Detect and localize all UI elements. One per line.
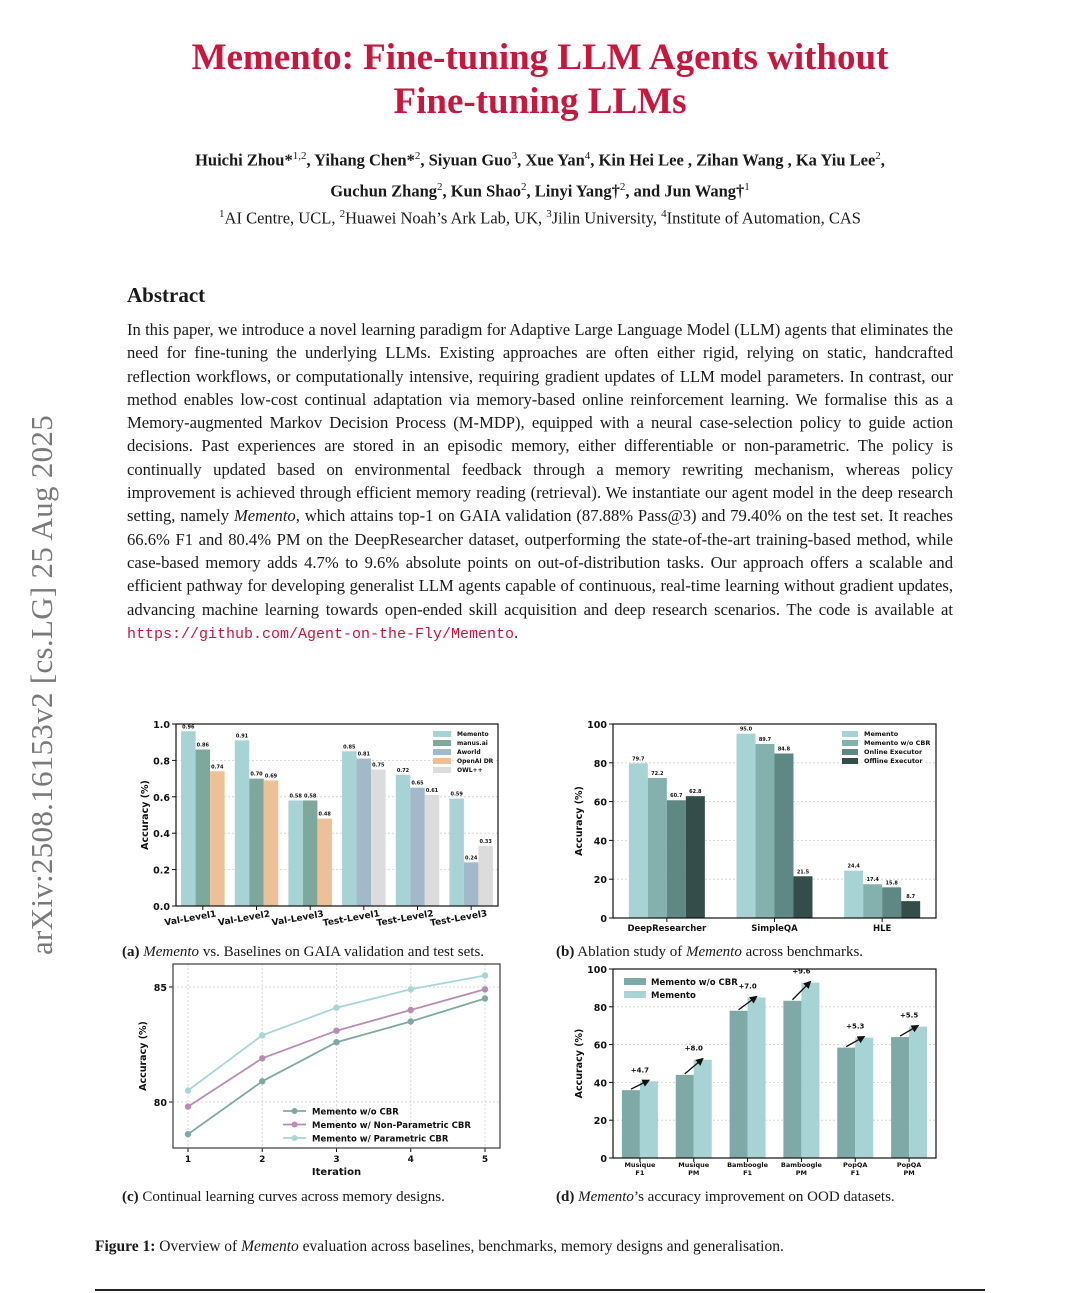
bar [837, 1048, 855, 1158]
affiliations: $^1$AI Centre, UCL, $^2$Huawei Noah’s Ark Lab, UK, $^3$Jilin University, $^4$Institute of Automation, CAS [219, 208, 861, 228]
bar [794, 876, 813, 918]
author: and Jun Wang† [633, 181, 745, 200]
legend-swatch [433, 767, 451, 773]
caption-a-text: vs. Baselines on GAIA validation and test sets. [199, 944, 485, 960]
abstract-text-2: , which attains top-1 on GAIA validation (87.88% Pass@3) and 79.40% on the test set. It reaches 66.6% F1 and 80.4% PM on the DeepResearcher dataset, outperforming the state-of-the-art training-based method, while case-based memory adds 4.7% to 9.6% absolute points on out-of-distribution tasks. Our approach offers a scalable and efficient pathway for developing generalist LLM agents capable of continuous, real-time learning without gradient updates, advancing machine learning towards open-ended skill acquisition and deep research scenarios. The code is available at [127, 506, 953, 619]
abstract-body [127, 318, 953, 646]
figure-caption [95, 1238, 784, 1256]
y-axis-label: Accuracy (%) [574, 786, 585, 856]
bar [288, 800, 303, 906]
affiliation: Institute of Automation, CAS [666, 208, 861, 228]
legend-label: Memento [457, 731, 489, 738]
chart-d [568, 960, 948, 1182]
bar-value-label: 89.7 [758, 736, 772, 743]
y-tick-label: 20 [593, 1116, 607, 1128]
data-point [482, 972, 488, 978]
bar [686, 796, 705, 918]
data-point [185, 1131, 191, 1137]
bar-value-label: 95.0 [739, 726, 753, 733]
bar-value-label: 0.24 [464, 855, 478, 862]
legend-swatch [433, 731, 451, 737]
data-point [333, 1005, 339, 1011]
author-affiliation-mark: 2 [437, 180, 443, 193]
bar [303, 800, 318, 906]
bar [863, 884, 882, 918]
y-tick-label: 60 [593, 1040, 607, 1052]
improvement-label: +7.0 [738, 982, 757, 991]
bar-value-label: 21.5 [796, 869, 810, 876]
y-tick-label: 40 [593, 1078, 607, 1090]
bar-value-label: 60.7 [670, 793, 683, 800]
bar [371, 770, 386, 907]
legend-swatch [842, 731, 858, 737]
y-tick-label: 80 [153, 1098, 167, 1109]
legend-swatch [433, 749, 451, 755]
y-tick-label: 0.0 [153, 902, 170, 913]
x-tick-label: Test-Level2 [375, 909, 435, 929]
bar-value-label: 17.4 [866, 877, 879, 884]
caption-b-text-2: across benchmarks. [741, 944, 864, 960]
bar [196, 749, 211, 906]
x-tick-label: PM [688, 1169, 700, 1177]
legend-label: OpenAI DR [457, 758, 494, 765]
bar [235, 740, 250, 906]
x-tick-label: SimpleQA [751, 924, 798, 934]
title-line-2: Fine-tuning LLMs [393, 81, 687, 122]
caption-d-text: ’s accuracy improvement on OOD datasets. [633, 1189, 895, 1205]
author: Kun Shao [450, 181, 521, 200]
author: Zihan Wang [696, 150, 788, 170]
bar-value-label: 8.7 [906, 894, 916, 901]
bar [801, 983, 819, 1158]
bar [317, 819, 332, 906]
abstract-system-name: Memento [233, 506, 296, 526]
legend-swatch [842, 749, 858, 755]
bar [264, 780, 279, 906]
author-list [100, 143, 980, 204]
legend-label: OWL++ [457, 767, 483, 774]
legend-label: Memento [864, 730, 899, 738]
caption-d-label: (d) [556, 1189, 575, 1205]
legend-label: Memento w/o CBR [864, 739, 931, 747]
caption-b-italic: Memento [686, 944, 742, 960]
bar-value-label: 84.8 [777, 746, 791, 753]
bar-value-label: 0.86 [196, 742, 210, 749]
caption-d-italic: Memento [578, 1189, 634, 1205]
affiliation-mark: 1 [219, 208, 225, 220]
y-tick-label: 0.4 [153, 829, 170, 841]
y-tick-label: 100 [587, 720, 607, 731]
data-point [408, 1007, 414, 1013]
caption-d [556, 1189, 895, 1206]
bar [855, 1038, 873, 1158]
x-tick-label: F1 [743, 1169, 753, 1177]
legend-label: Memento w/ Non-Parametric CBR [312, 1121, 471, 1131]
y-tick-label: 85 [153, 983, 167, 994]
legend-marker [292, 1122, 298, 1128]
author-affiliation-mark: 2 [414, 150, 421, 162]
bar [891, 1037, 909, 1158]
bar [464, 862, 479, 906]
x-tick-label: Val-Level1 [163, 909, 218, 929]
bar [342, 751, 357, 906]
y-tick-label: 80 [593, 758, 607, 770]
x-axis-label: Iteration [311, 1167, 362, 1178]
bar [882, 887, 901, 918]
x-tick-label: DeepResearcher [627, 924, 707, 934]
bar [629, 763, 648, 918]
bar [478, 846, 493, 906]
bar [425, 795, 440, 906]
bar-value-label: 0.69 [264, 773, 278, 780]
legend-swatch [433, 740, 451, 746]
footnote-rule [95, 1289, 985, 1291]
x-tick-label: F1 [850, 1169, 860, 1177]
abstract-heading: Abstract [127, 283, 206, 307]
bar-value-label: 0.81 [357, 751, 371, 758]
y-tick-label: 80 [593, 1002, 607, 1014]
caption-a [122, 944, 484, 961]
affiliation: Huawei Noah’s Ark Lab, UK [345, 208, 538, 228]
author: Siyuan Guo [428, 150, 512, 170]
title-line-1: Memento: Fine-tuning LLM Agents without [191, 37, 889, 78]
author: Ka Yiu Lee [795, 150, 876, 170]
paper-title [100, 36, 980, 124]
data-point [408, 986, 414, 992]
bar-value-label: 0.75 [372, 762, 385, 769]
legend-marker [292, 1108, 298, 1114]
bar [756, 744, 775, 918]
affiliation-mark: 2 [339, 208, 346, 220]
author-affiliation-mark: 4 [584, 150, 591, 162]
data-point [333, 1028, 339, 1034]
legend-label: Memento w/o CBR [312, 1107, 399, 1118]
data-point [185, 1087, 191, 1093]
y-tick-label: 0.6 [153, 792, 170, 804]
bar [648, 778, 667, 918]
x-tick-label: PM [795, 1169, 808, 1177]
y-axis-label: Accuracy (%) [140, 780, 151, 850]
bar [396, 775, 411, 906]
bar-value-label: 0.72 [396, 767, 410, 774]
bar-value-label: 15.8 [885, 880, 898, 887]
x-tick-label: Val-Level3 [271, 909, 325, 929]
y-tick-label: 0 [600, 914, 607, 925]
y-tick-label: 0.8 [153, 756, 170, 768]
y-tick-label: 60 [593, 797, 607, 809]
author-affiliation-mark: 1,2 [292, 150, 307, 162]
x-tick-label: PM [903, 1169, 915, 1177]
bar [783, 1001, 801, 1158]
bar [730, 1011, 748, 1158]
legend-label: Memento w/o CBR [651, 978, 738, 988]
authors-line-2: Guchun Zhang$^2$, Kun Shao$^2$, Linyi Yang†$^2$, and Jun Wang†$^1$ [330, 180, 750, 200]
figure-caption-text-1: Overview of [155, 1238, 242, 1255]
data-point [482, 995, 488, 1001]
caption-b-text-1: Ablation study of [574, 944, 687, 960]
bar [737, 734, 756, 918]
author-affiliation-mark: 2 [619, 180, 626, 193]
legend-swatch [433, 758, 451, 764]
author: Huichi Zhou* [195, 150, 293, 170]
author-affiliation-mark: 2 [520, 180, 527, 193]
author: Linyi Yang† [534, 181, 620, 200]
data-point [185, 1103, 191, 1109]
author: Guchun Zhang [330, 181, 438, 200]
affiliation-mark: 4 [661, 208, 667, 220]
affiliation: AI Centre, UCL [224, 208, 332, 228]
caption-c-text: Continual learning curves across memory designs. [138, 1189, 445, 1205]
bar [622, 1090, 640, 1158]
chart-c [128, 960, 508, 1182]
legend-swatch [624, 991, 646, 998]
improvement-label: +5.5 [899, 1011, 919, 1020]
bar-value-label: 0.48 [318, 811, 331, 818]
legend-swatch [842, 740, 858, 746]
x-tick-label: Val-Level2 [217, 909, 271, 929]
bar [210, 771, 225, 906]
affiliation-mark: 3 [546, 208, 552, 220]
improvement-label: +4.7 [630, 1066, 650, 1075]
caption-b-label: (b) [556, 944, 575, 960]
bar [667, 800, 686, 918]
improvement-label: +8.0 [684, 1044, 703, 1053]
abstract-end: . [514, 622, 519, 642]
x-tick-label: PopQA [843, 1161, 868, 1169]
code-link[interactable]: https://github.com/Agent-on-the-Fly/Memento [127, 625, 515, 643]
bar [775, 753, 794, 918]
author-affiliation-mark: 3 [511, 150, 518, 162]
bar-value-label: 62.8 [689, 789, 702, 796]
bar [909, 1027, 927, 1158]
x-tick-label: Test-Level1 [322, 909, 381, 929]
bar [901, 901, 920, 918]
legend-label: Memento w/ Parametric CBR [312, 1134, 449, 1145]
legend-swatch [624, 978, 646, 985]
x-tick-label: Bamboogle [727, 1161, 769, 1169]
y-axis-label: Accuracy (%) [138, 1021, 149, 1091]
bar [357, 759, 372, 906]
legend-label: Memento [651, 991, 696, 1001]
x-tick-label: Musique [678, 1161, 710, 1169]
bar-value-label: 0.96 [182, 724, 195, 731]
caption-c [122, 1189, 445, 1206]
legend-label: Offline Executor [864, 757, 923, 765]
data-point [408, 1018, 414, 1024]
legend-marker [292, 1135, 298, 1141]
caption-c-label: (c) [122, 1189, 139, 1205]
data-point [482, 986, 488, 992]
legend-label: Aworld [457, 749, 481, 756]
bar-value-label: 0.65 [411, 780, 424, 787]
x-tick-label: 2 [259, 1155, 266, 1165]
caption-b [556, 944, 863, 961]
figure-caption-text-2: evaluation across baselines, benchmarks, memory designs and generalisation. [298, 1238, 784, 1255]
data-point [333, 1039, 339, 1045]
author-affiliation-mark: 2 [875, 150, 881, 162]
legend-swatch [842, 758, 858, 764]
bar [449, 799, 464, 906]
bar-value-label: 24.4 [847, 863, 860, 870]
bar-value-label: 0.59 [450, 791, 463, 798]
figure-caption-italic: Memento [241, 1238, 299, 1255]
improvement-label: +5.3 [846, 1022, 865, 1031]
arxiv-identifier-text: arXiv:2508.16153v2 [cs.LG] 25 Aug 2025 [24, 414, 59, 956]
bar [410, 788, 425, 906]
x-tick-label: F1 [635, 1169, 645, 1177]
bar-value-label: 0.58 [303, 793, 317, 800]
bar-value-label: 0.70 [250, 771, 263, 778]
chart-a [128, 712, 528, 944]
x-tick-label: Musique [624, 1161, 656, 1169]
caption-a-label: (a) [122, 944, 140, 960]
bar [249, 779, 264, 906]
y-axis-label: Accuracy (%) [574, 1028, 585, 1099]
bar-value-label: 79.7 [632, 756, 645, 763]
bar-value-label: 72.2 [651, 770, 664, 777]
figure-caption-label: Figure 1: [95, 1238, 156, 1255]
bar [844, 871, 863, 918]
x-tick-label: HLE [872, 924, 892, 934]
legend-label: manus.ai [457, 740, 488, 747]
bar [748, 998, 766, 1158]
abstract-text-1: In this paper, we introduce a novel learning paradigm for Adaptive Large Language Model (LLM) agents that eliminates the need for fine-tuning the underlying LLMs. Existing approaches are often either rigid, relying on static, handcrafted reflection workflows, or computationally intensive, requiring gradient updates of LLM model parameters. In contrast, our method enables low-cost continual adaptation via memory-based online reinforcement learning. We formalise this as a Memory-augmented Markov Decision Process (M-MDP), equipped with a neural case-selection policy to guide action decisions. Past experiences are stored in an episodic memory, either differentiable or non-parametric. The policy is continually updated based on environmental feedback through a memory rewriting mechanism, whereas policy improvement is achieved through efficient memory reading (retrieval). We instantiate our agent model in the deep research setting, namely [127, 320, 953, 526]
bar-value-label: 0.91 [235, 733, 249, 740]
arxiv-identifier [12, 375, 72, 995]
bar-value-label: 0.61 [425, 787, 439, 794]
bar [181, 731, 196, 906]
affiliation: Jilin University [551, 208, 653, 228]
authors-line-1: Huichi Zhou*$^{1,2}$, Yihang Chen*$^2$, Siyuan Guo$^3$, Xue Yan$^4$, Kin Hei Lee , Zihan Wang , Ka Yiu Lee$^2$, [195, 150, 885, 170]
bar [694, 1060, 712, 1158]
author: Xue Yan [525, 150, 585, 170]
x-tick-label: PopQA [896, 1161, 922, 1169]
bar-value-label: 0.74 [211, 764, 224, 771]
y-tick-label: 20 [593, 875, 607, 887]
x-tick-label: 5 [481, 1155, 489, 1165]
data-point [259, 1055, 265, 1061]
chart-b [568, 712, 948, 944]
x-tick-label: 1 [184, 1155, 192, 1165]
bar-value-label: 0.33 [479, 838, 492, 845]
bar-value-label: 0.58 [289, 793, 302, 800]
y-tick-label: 0.2 [153, 865, 170, 877]
data-point [259, 1078, 265, 1084]
y-tick-label: 1.0 [153, 720, 170, 731]
y-tick-label: 100 [587, 965, 607, 976]
bar [640, 1081, 658, 1158]
caption-a-italic: Memento [143, 944, 200, 960]
bar-value-label: 0.85 [343, 744, 356, 751]
x-tick-label: 3 [333, 1155, 340, 1165]
improvement-label: +9.6 [792, 967, 811, 976]
y-tick-label: 0 [600, 1154, 607, 1165]
x-tick-label: Test-Level3 [429, 909, 489, 929]
x-tick-label: 4 [407, 1155, 414, 1165]
y-tick-label: 40 [593, 836, 607, 848]
bar [676, 1075, 694, 1158]
author: Yihang Chen* [314, 150, 415, 170]
data-point [259, 1032, 265, 1038]
author: Kin Hei Lee [598, 150, 688, 170]
legend-label: Online Executor [864, 748, 923, 756]
x-tick-label: Bamboogle [780, 1161, 822, 1169]
author-affiliation-mark: 1 [744, 180, 750, 193]
